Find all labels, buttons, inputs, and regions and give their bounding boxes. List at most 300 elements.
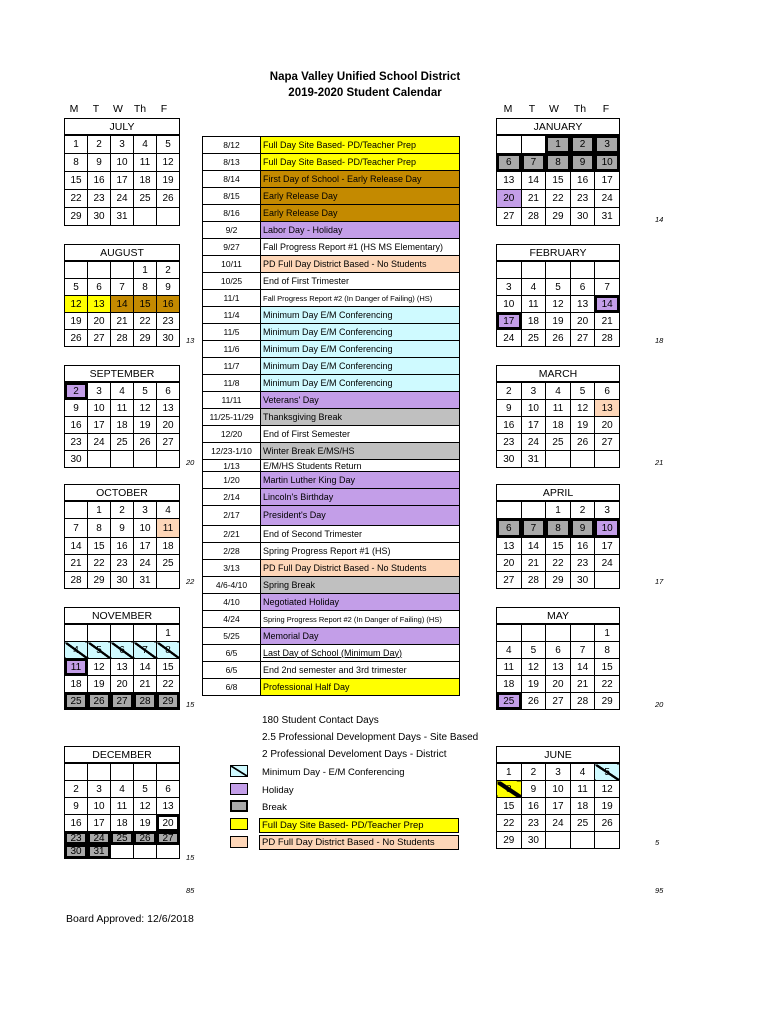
event-row xyxy=(203,560,460,577)
day-cell: 11 xyxy=(546,400,571,417)
event-label: First Day of School - Early Release Day xyxy=(261,171,460,188)
month-total-november: 15 xyxy=(186,700,195,709)
empty-day-cell xyxy=(570,262,595,279)
day-cell: 9 xyxy=(157,279,180,296)
day-cell: 21 xyxy=(595,313,620,330)
day-cell: 22 xyxy=(497,815,522,832)
day-cell: 26 xyxy=(546,330,571,347)
day-cell: 19 xyxy=(570,417,595,434)
day-cell: 6 xyxy=(595,383,620,400)
event-label: PD Full Day District Based - No Students xyxy=(261,560,460,577)
event-date: 11/5 xyxy=(203,324,261,341)
day-cell: 11 xyxy=(157,519,180,538)
event-label: Full Day Site Based- PD/Teacher Prep xyxy=(261,137,460,154)
day-cell: 24 xyxy=(134,555,157,572)
empty-day-cell xyxy=(570,625,595,642)
day-cell: 3 xyxy=(111,136,134,154)
day-cell: 25 xyxy=(497,693,522,710)
day-cell: 12 xyxy=(134,400,157,417)
day-cell: 2 xyxy=(88,136,111,154)
day-cell: 28 xyxy=(65,572,88,589)
event-date: 12/20 xyxy=(203,426,261,443)
day-cell: 29 xyxy=(88,572,111,589)
empty-day-cell xyxy=(65,262,88,279)
day-cell: 23 xyxy=(570,555,595,572)
month-total-march: 21 xyxy=(655,458,664,467)
event-row xyxy=(203,222,460,239)
day-cell: 28 xyxy=(595,330,620,347)
empty-day-cell xyxy=(595,832,620,849)
summary-site-pd-days: 2.5 Professional Development Days - Site Based xyxy=(262,732,479,743)
month-title: DECEMBER xyxy=(64,746,180,763)
empty-day-cell xyxy=(65,625,88,642)
weekday-t: T xyxy=(92,103,100,115)
legend-district-pd-swatch xyxy=(230,836,248,848)
day-cell: 29 xyxy=(546,572,571,589)
day-cell: 31 xyxy=(88,845,111,859)
day-cell: 14 xyxy=(521,172,546,190)
day-cell: 31 xyxy=(521,451,546,468)
event-label: PD Full Day District Based - No Students xyxy=(261,256,460,273)
event-row xyxy=(203,256,460,273)
day-cell: 7 xyxy=(570,642,595,659)
day-cell: 13 xyxy=(157,400,180,417)
day-cell: 10 xyxy=(88,400,111,417)
day-cell: 26 xyxy=(88,693,111,710)
day-cell: 30 xyxy=(111,572,134,589)
day-cell: 27 xyxy=(111,693,134,710)
day-cell: 1 xyxy=(65,136,88,154)
day-cell: 17 xyxy=(595,172,620,190)
event-label: Early Release Day xyxy=(261,205,460,222)
event-row xyxy=(203,341,460,358)
month-title: JUNE xyxy=(496,746,620,763)
day-cell: 9 xyxy=(65,798,88,815)
day-cell: 22 xyxy=(65,190,88,208)
day-cell: 24 xyxy=(497,330,522,347)
event-date: 8/12 xyxy=(203,137,261,154)
day-cell: 16 xyxy=(521,798,546,815)
day-grid xyxy=(496,135,620,226)
day-cell: 15 xyxy=(595,659,620,676)
day-cell: 15 xyxy=(65,172,88,190)
weekday-f: F xyxy=(602,103,610,115)
month-july xyxy=(64,118,180,228)
day-cell: 6 xyxy=(497,154,522,172)
empty-day-cell xyxy=(497,502,522,519)
day-cell: 4 xyxy=(521,279,546,296)
day-cell: 30 xyxy=(497,451,522,468)
day-cell: 20 xyxy=(157,815,180,832)
empty-day-cell xyxy=(497,136,522,154)
day-cell: 20 xyxy=(111,676,134,693)
empty-day-cell xyxy=(546,451,571,468)
weekday-f: F xyxy=(160,103,168,115)
event-label: Minimum Day E/M Conferencing xyxy=(261,341,460,358)
event-label: End of Second Trimester xyxy=(261,526,460,543)
day-cell: 20 xyxy=(497,555,522,572)
day-cell: 5 xyxy=(88,642,111,659)
weekday-m: M xyxy=(69,103,79,115)
event-row xyxy=(203,611,460,628)
event-row xyxy=(203,628,460,645)
month-title: AUGUST xyxy=(64,244,180,261)
empty-day-cell xyxy=(88,625,111,642)
day-cell: 29 xyxy=(546,208,571,226)
day-cell: 14 xyxy=(65,538,88,555)
event-date: 3/13 xyxy=(203,560,261,577)
day-cell: 9 xyxy=(88,154,111,172)
legend-min-day-swatch xyxy=(230,765,248,777)
day-cell: 24 xyxy=(521,434,546,451)
day-cell: 16 xyxy=(570,172,595,190)
day-cell: 24 xyxy=(88,832,111,845)
day-cell: 12 xyxy=(570,400,595,417)
day-cell: 11 xyxy=(497,659,522,676)
event-row xyxy=(203,662,460,679)
weekday-w: W xyxy=(549,103,559,115)
second-semester-total: 95 xyxy=(655,886,664,895)
day-cell: 11 xyxy=(111,798,134,815)
day-cell: 7 xyxy=(521,154,546,172)
day-cell: 10 xyxy=(497,296,522,313)
event-date: 1/20 xyxy=(203,472,261,489)
day-cell: 21 xyxy=(134,676,157,693)
day-cell: 28 xyxy=(570,693,595,710)
day-grid xyxy=(496,763,620,849)
day-grid xyxy=(64,135,180,226)
day-cell: 14 xyxy=(570,659,595,676)
legend-holiday-label: Holiday xyxy=(262,785,294,796)
day-cell: 24 xyxy=(595,190,620,208)
event-row xyxy=(203,154,460,171)
event-label: Minimum Day E/M Conferencing xyxy=(261,358,460,375)
day-cell: 6 xyxy=(111,642,134,659)
day-cell: 1 xyxy=(88,502,111,519)
empty-day-cell xyxy=(88,451,111,468)
month-december xyxy=(64,746,180,866)
event-label: Spring Progress Report #1 (HS) xyxy=(261,543,460,560)
day-cell: 17 xyxy=(88,417,111,434)
event-label: Spring Progress Report #2 (In Danger of Failing) (HS) xyxy=(261,611,460,628)
event-row xyxy=(203,392,460,409)
day-cell: 22 xyxy=(546,190,571,208)
empty-day-cell xyxy=(111,625,134,642)
event-date: 4/10 xyxy=(203,594,261,611)
day-cell: 9 xyxy=(570,154,595,172)
day-cell: 5 xyxy=(521,642,546,659)
day-cell: 2 xyxy=(521,764,546,781)
month-march xyxy=(496,365,620,471)
day-cell: 30 xyxy=(157,330,180,347)
weekday-th: Th xyxy=(573,103,587,115)
day-cell: 23 xyxy=(88,190,111,208)
day-cell: 30 xyxy=(570,572,595,589)
event-row xyxy=(203,645,460,662)
month-total-october: 22 xyxy=(186,577,195,586)
event-date: 12/23-1/10 xyxy=(203,443,261,460)
event-label: Spring Break xyxy=(261,577,460,594)
day-cell: 25 xyxy=(570,815,595,832)
day-cell: 2 xyxy=(570,502,595,519)
day-cell: 11 xyxy=(570,781,595,798)
month-november xyxy=(64,607,180,713)
event-row xyxy=(203,472,460,489)
event-row xyxy=(203,239,460,256)
empty-day-cell xyxy=(521,262,546,279)
day-cell: 27 xyxy=(88,330,111,347)
day-cell: 7 xyxy=(134,642,157,659)
empty-day-cell xyxy=(521,625,546,642)
day-cell: 7 xyxy=(65,519,88,538)
month-total-april: 17 xyxy=(655,577,664,586)
day-cell: 26 xyxy=(157,190,180,208)
month-title: MAY xyxy=(496,607,620,624)
day-cell: 26 xyxy=(595,815,620,832)
day-cell: 28 xyxy=(134,693,157,710)
empty-day-cell xyxy=(497,625,522,642)
day-cell: 13 xyxy=(570,296,595,313)
event-label: Early Release Day xyxy=(261,188,460,205)
day-cell: 23 xyxy=(157,313,180,330)
day-cell: 18 xyxy=(157,538,180,555)
day-cell: 8 xyxy=(157,642,180,659)
day-cell: 27 xyxy=(157,434,180,451)
event-row xyxy=(203,526,460,543)
day-cell: 23 xyxy=(570,190,595,208)
event-label: Lincoln's Birthday xyxy=(261,489,460,506)
day-cell: 15 xyxy=(134,296,157,313)
month-title: SEPTEMBER xyxy=(64,365,180,382)
empty-day-cell xyxy=(111,451,134,468)
month-april xyxy=(496,484,620,590)
day-cell: 4 xyxy=(111,383,134,400)
day-cell: 20 xyxy=(595,417,620,434)
events-table xyxy=(202,136,460,696)
day-cell: 23 xyxy=(111,555,134,572)
day-cell: 25 xyxy=(157,555,180,572)
day-cell: 17 xyxy=(521,417,546,434)
day-cell: 13 xyxy=(88,296,111,313)
day-cell: 16 xyxy=(497,417,522,434)
empty-day-cell xyxy=(88,764,111,781)
weekday-header-left xyxy=(0,103,768,117)
event-row xyxy=(203,273,460,290)
event-date: 6/5 xyxy=(203,662,261,679)
empty-day-cell xyxy=(134,451,157,468)
legend-site-pd-label: Full Day Site Based- PD/Teacher Prep xyxy=(259,818,459,833)
day-cell: 2 xyxy=(111,502,134,519)
day-cell: 24 xyxy=(546,815,571,832)
day-cell: 19 xyxy=(157,172,180,190)
event-date: 2/21 xyxy=(203,526,261,543)
event-date: 11/6 xyxy=(203,341,261,358)
day-cell: 1 xyxy=(546,136,571,154)
day-cell: 18 xyxy=(521,313,546,330)
day-cell: 20 xyxy=(570,313,595,330)
day-cell: 8 xyxy=(65,154,88,172)
month-total-may: 20 xyxy=(655,700,664,709)
month-title: FEBRUARY xyxy=(496,244,620,261)
day-cell: 14 xyxy=(134,659,157,676)
day-cell: 11 xyxy=(521,296,546,313)
day-cell: 15 xyxy=(546,172,571,190)
event-row xyxy=(203,594,460,611)
day-cell: 12 xyxy=(65,296,88,313)
day-cell: 16 xyxy=(111,538,134,555)
day-cell: 7 xyxy=(595,279,620,296)
day-cell: 17 xyxy=(595,538,620,555)
event-label: End of First Trimester xyxy=(261,273,460,290)
day-cell: 24 xyxy=(111,190,134,208)
month-total-december: 15 xyxy=(186,853,195,862)
event-date: 4/24 xyxy=(203,611,261,628)
empty-day-cell xyxy=(111,262,134,279)
day-cell: 10 xyxy=(88,798,111,815)
month-september xyxy=(64,365,180,471)
legend-holiday-swatch xyxy=(230,783,248,795)
month-january xyxy=(496,118,620,228)
day-cell: 6 xyxy=(88,279,111,296)
day-cell: 19 xyxy=(134,417,157,434)
day-cell: 17 xyxy=(134,538,157,555)
day-cell: 9 xyxy=(111,519,134,538)
day-cell: 16 xyxy=(570,538,595,555)
day-cell: 3 xyxy=(134,502,157,519)
day-cell: 11 xyxy=(134,154,157,172)
day-grid xyxy=(64,763,180,859)
day-cell: 30 xyxy=(65,451,88,468)
day-cell: 14 xyxy=(521,538,546,555)
day-cell: 2 xyxy=(157,262,180,279)
event-date: 8/14 xyxy=(203,171,261,188)
day-grid xyxy=(496,382,620,468)
event-row xyxy=(203,577,460,594)
month-title: JULY xyxy=(64,118,180,135)
event-row xyxy=(203,290,460,307)
day-cell: 19 xyxy=(134,815,157,832)
empty-day-cell xyxy=(595,451,620,468)
day-cell: 8 xyxy=(595,642,620,659)
day-cell: 13 xyxy=(546,659,571,676)
event-label: President's Day xyxy=(261,506,460,526)
day-cell: 4 xyxy=(134,136,157,154)
event-label: Minimum Day E/M Conferencing xyxy=(261,307,460,324)
day-cell: 23 xyxy=(521,815,546,832)
day-cell: 15 xyxy=(88,538,111,555)
day-cell: 14 xyxy=(111,296,134,313)
day-cell: 22 xyxy=(134,313,157,330)
day-cell: 6 xyxy=(570,279,595,296)
event-label: Fall Progress Report #1 (HS MS Elementary) xyxy=(261,239,460,256)
day-cell: 17 xyxy=(88,815,111,832)
day-cell: 9 xyxy=(65,400,88,417)
empty-day-cell xyxy=(546,625,571,642)
empty-day-cell xyxy=(157,208,180,226)
day-cell: 22 xyxy=(88,555,111,572)
day-cell: 6 xyxy=(157,781,180,798)
event-label: Minimum Day E/M Conferencing xyxy=(261,324,460,341)
event-date: 5/25 xyxy=(203,628,261,645)
day-grid xyxy=(496,501,620,589)
day-cell: 19 xyxy=(65,313,88,330)
day-cell: 22 xyxy=(546,555,571,572)
day-cell: 26 xyxy=(134,832,157,845)
day-cell: 18 xyxy=(65,676,88,693)
day-cell: 20 xyxy=(497,190,522,208)
day-cell: 28 xyxy=(111,330,134,347)
board-approved-note: Board Approved: 12/6/2018 xyxy=(66,913,194,925)
event-label: Minimum Day E/M Conferencing xyxy=(261,375,460,392)
empty-day-cell xyxy=(595,262,620,279)
day-cell: 18 xyxy=(546,417,571,434)
day-cell: 12 xyxy=(88,659,111,676)
day-cell: 10 xyxy=(111,154,134,172)
event-row xyxy=(203,506,460,526)
month-total-february: 18 xyxy=(655,336,664,345)
day-cell: 27 xyxy=(570,330,595,347)
day-cell: 12 xyxy=(546,296,571,313)
day-cell: 27 xyxy=(497,572,522,589)
day-cell: 12 xyxy=(157,154,180,172)
first-semester-total: 85 xyxy=(186,886,195,895)
day-cell: 18 xyxy=(111,417,134,434)
empty-day-cell xyxy=(157,845,180,859)
day-cell: 29 xyxy=(65,208,88,226)
event-row xyxy=(203,324,460,341)
day-cell: 10 xyxy=(595,519,620,538)
day-cell: 23 xyxy=(65,434,88,451)
event-row xyxy=(203,137,460,154)
day-cell: 6 xyxy=(497,519,522,538)
month-total-june: 5 xyxy=(655,838,660,847)
day-cell: 15 xyxy=(546,538,571,555)
day-cell: 5 xyxy=(157,136,180,154)
day-cell: 31 xyxy=(595,208,620,226)
legend-min-day-label: Minimum Day - E/M Conferencing xyxy=(262,767,405,778)
day-cell: 22 xyxy=(157,676,180,693)
day-cell: 28 xyxy=(521,572,546,589)
event-date: 9/2 xyxy=(203,222,261,239)
day-cell: 24 xyxy=(88,434,111,451)
day-cell: 19 xyxy=(88,676,111,693)
day-cell: 29 xyxy=(595,693,620,710)
day-cell: 23 xyxy=(65,832,88,845)
day-cell: 27 xyxy=(546,693,571,710)
day-cell: 31 xyxy=(111,208,134,226)
day-cell: 25 xyxy=(134,190,157,208)
month-title: JANUARY xyxy=(496,118,620,135)
day-cell: 13 xyxy=(497,172,522,190)
day-cell: 12 xyxy=(521,659,546,676)
event-date: 10/25 xyxy=(203,273,261,290)
day-cell: 13 xyxy=(111,659,134,676)
day-cell: 13 xyxy=(497,538,522,555)
day-cell: 20 xyxy=(157,417,180,434)
empty-day-cell xyxy=(65,764,88,781)
month-total-september: 20 xyxy=(186,458,195,467)
calendar-title: 2019-2020 Student Calendar xyxy=(288,87,442,99)
day-cell: 8 xyxy=(497,781,522,798)
day-cell: 16 xyxy=(65,417,88,434)
event-label: Winter Break E/MS/HS xyxy=(261,443,460,460)
day-cell: 22 xyxy=(595,676,620,693)
day-cell: 21 xyxy=(521,190,546,208)
event-label: Veterans' Day xyxy=(261,392,460,409)
event-date: 2/17 xyxy=(203,506,261,526)
event-row xyxy=(203,489,460,506)
district-title: Napa Valley Unified School District xyxy=(269,71,461,83)
